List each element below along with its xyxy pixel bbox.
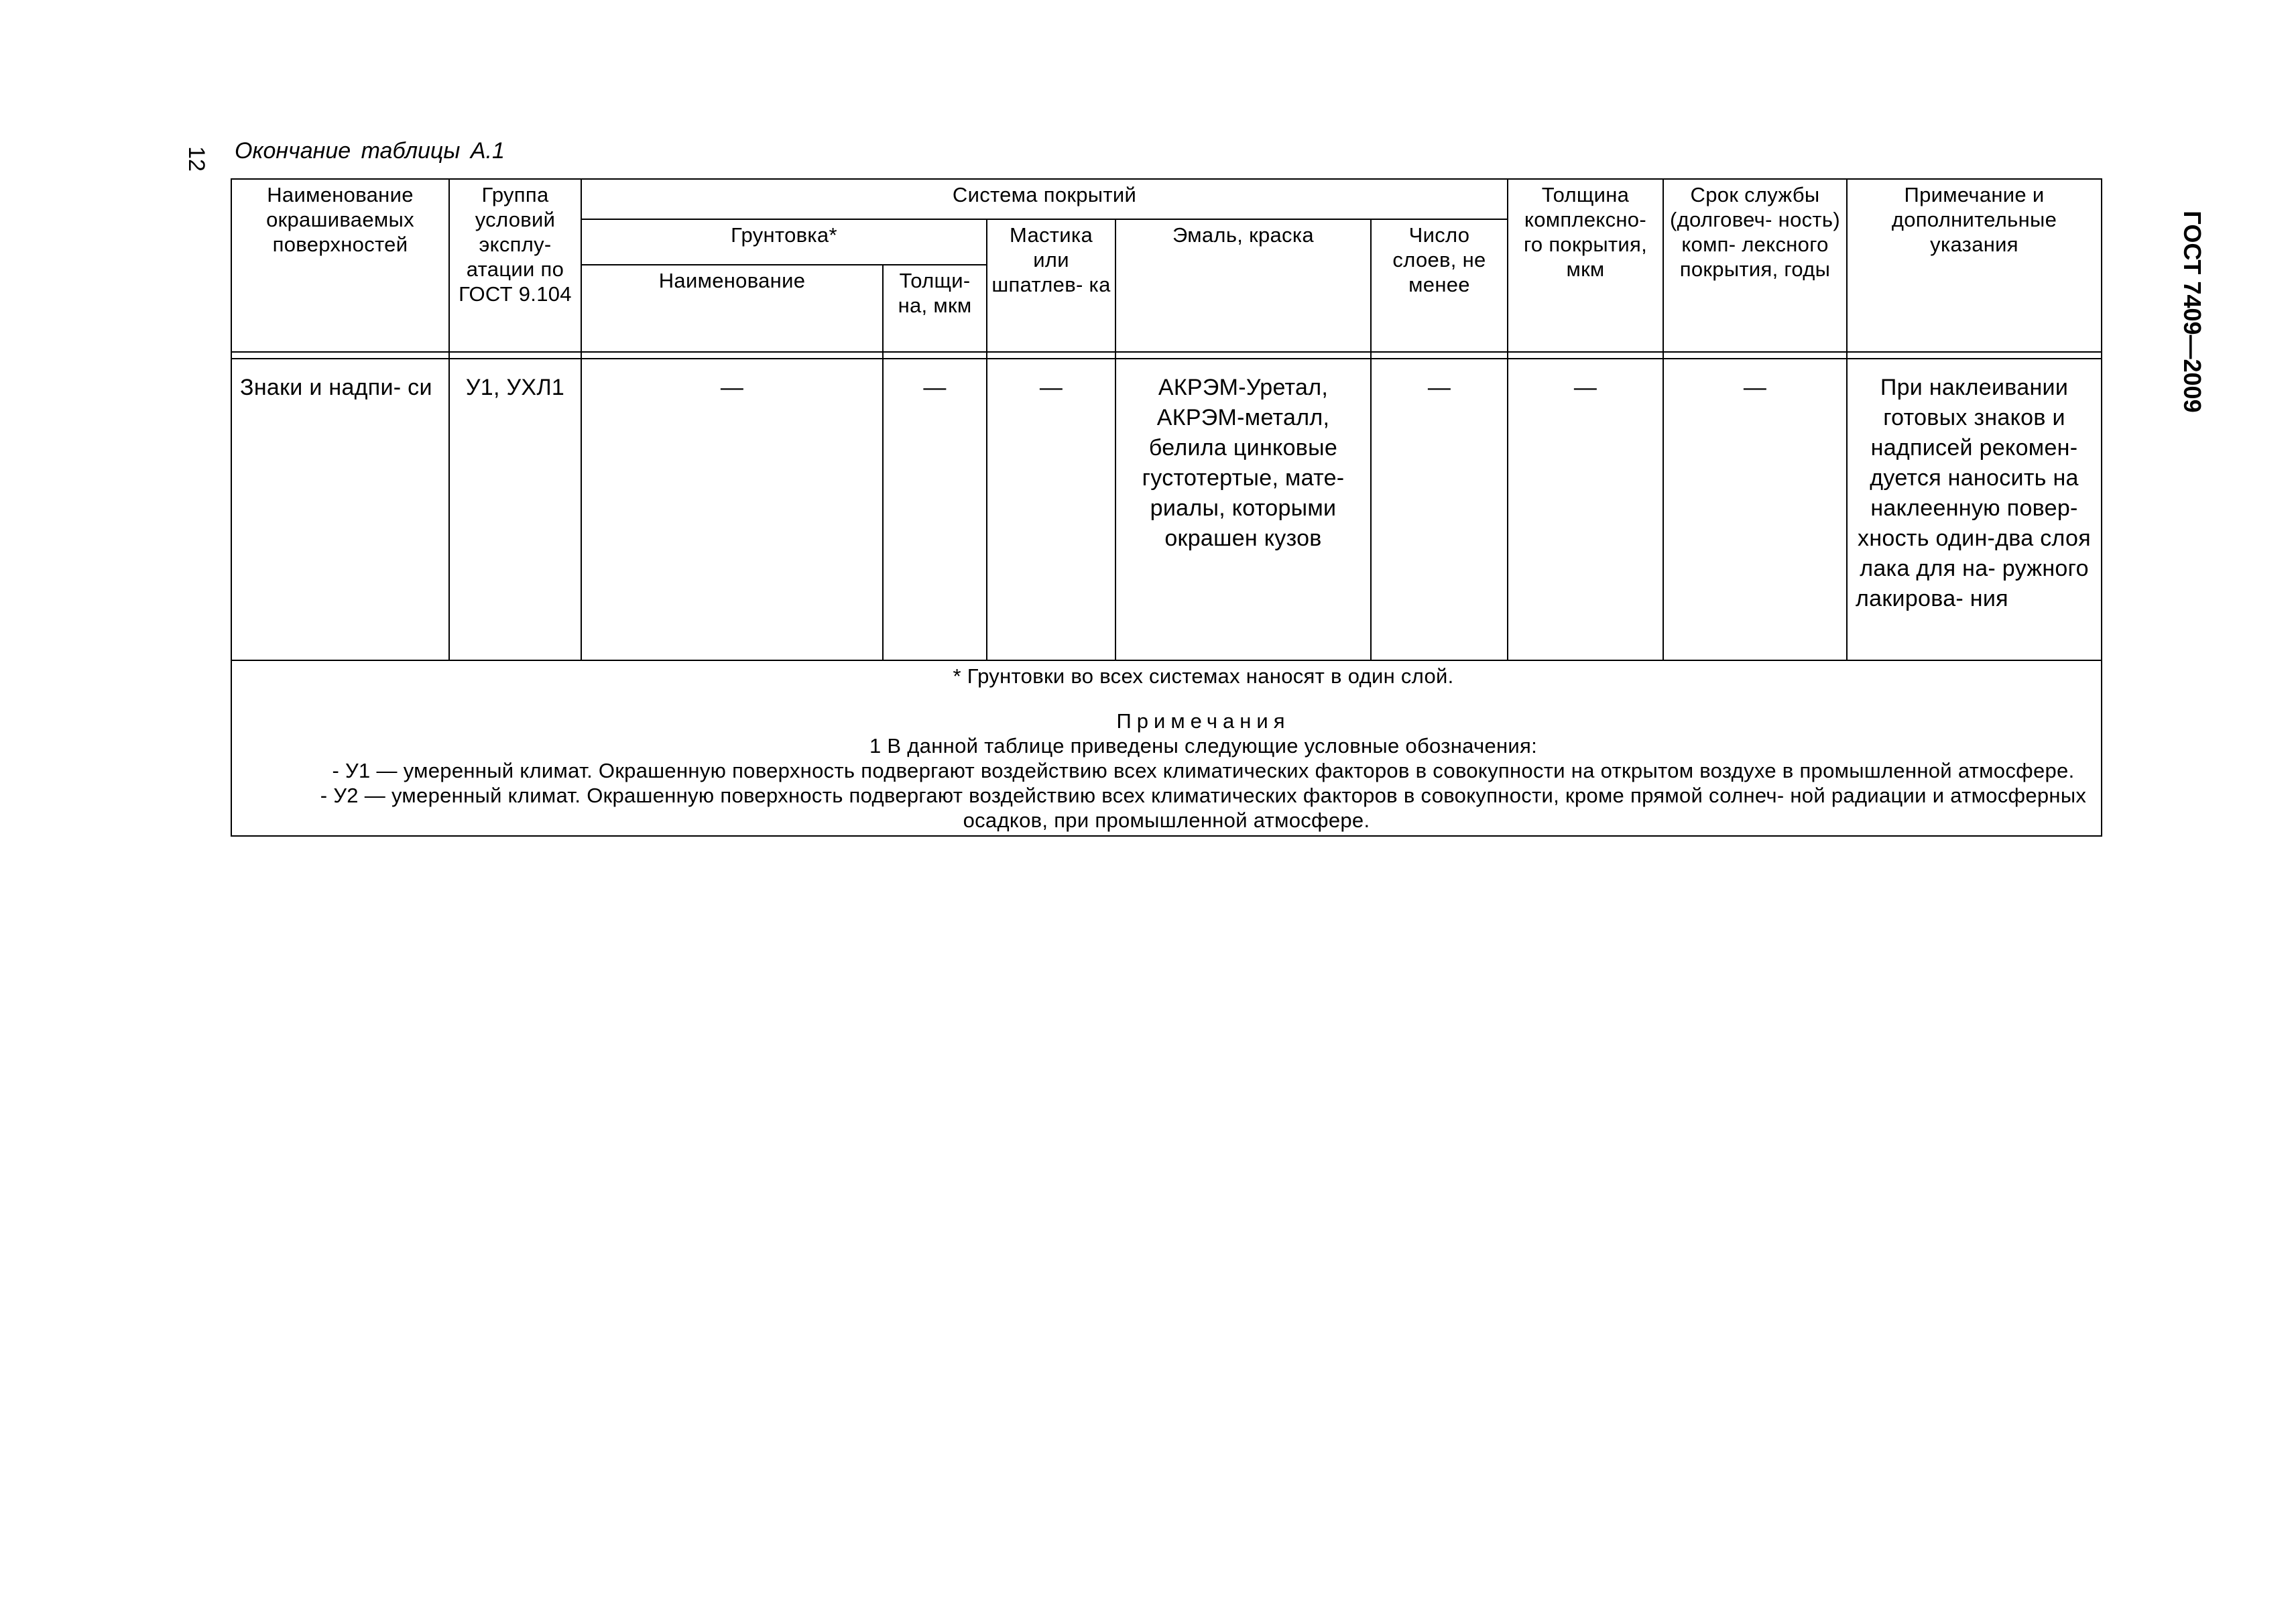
table-row	[231, 359, 2102, 660]
header-system: Система покрытий	[581, 179, 1508, 219]
footnote: * Грунтовки во всех системах наносят в один слой.	[953, 664, 1454, 688]
standard-code: ГОСТ 7409—2009	[2179, 211, 2206, 413]
header-row-1	[231, 179, 2102, 219]
header-separator	[231, 352, 2102, 359]
note-u1: - У1 — умеренный климат. Окрашенную поверхность подвергают воздействию всех климатических факторов в совокупности на открытом воздухе в промышленной атмосфере.	[332, 759, 2075, 782]
cell-mastic: —	[987, 359, 1115, 660]
cell-service-life: —	[1663, 359, 1847, 660]
header-primer-name: Наименование	[581, 265, 883, 352]
page-number: 12	[184, 146, 210, 172]
cell-surfaces: Знаки и надпи- си	[231, 359, 449, 660]
header-thickness: Толщина комплексно- го покрытия, мкм	[1508, 179, 1663, 352]
coating-table	[231, 178, 2102, 837]
notes-heading: Примечания	[1116, 709, 1290, 733]
header-service-life: Срок службы (долговеч- ность) комп- лексного покрытия, годы	[1663, 179, 1847, 352]
cell-group: У1, УХЛ1	[449, 359, 581, 660]
cell-remarks: При наклеивании готовых знаков и надписей рекомен- дуется наносить на наклеенную повер- хность один-два слоя лака для на- ружного лакирова- ния	[1847, 359, 2102, 660]
cell-layers: —	[1371, 359, 1508, 660]
cell-primer-name: —	[581, 359, 883, 660]
notes-cell	[231, 660, 2102, 836]
header-group: Группа условий эксплу- атации по ГОСТ 9.104	[449, 179, 581, 352]
header-mastic: Мастика или шпатлев- ка	[987, 219, 1115, 352]
table-caption: Окончание таблицы А.1	[235, 138, 505, 164]
cell-enamel: АКРЭМ-Уретал, АКРЭМ-металл, белила цинковые густотертые, мате- риалы, которыми окрашен кузов	[1115, 359, 1371, 660]
header-primer: Грунтовка*	[581, 219, 987, 265]
header-enamel: Эмаль, краска	[1115, 219, 1371, 352]
cell-primer-thickness: —	[883, 359, 987, 660]
notes-row	[231, 660, 2102, 836]
cell-thickness: —	[1508, 359, 1663, 660]
note-1: 1 В данной таблице приведены следующие условные обозначения:	[869, 734, 1538, 758]
header-primer-thickness: Толщи- на, мкм	[883, 265, 987, 352]
header-remarks: Примечание и дополнительные указания	[1847, 179, 2102, 352]
note-u2: - У2 — умеренный климат. Окрашенную поверхность подвергают воздействию всех климатических факторов в совокупности, кроме прямой солнеч- ной радиации и атмосферных осадков, при промышленной атмосфере.	[320, 784, 2087, 832]
header-layers: Число слоев, не менее	[1371, 219, 1508, 352]
header-surfaces: Наименование окрашиваемых поверхностей	[231, 179, 449, 352]
